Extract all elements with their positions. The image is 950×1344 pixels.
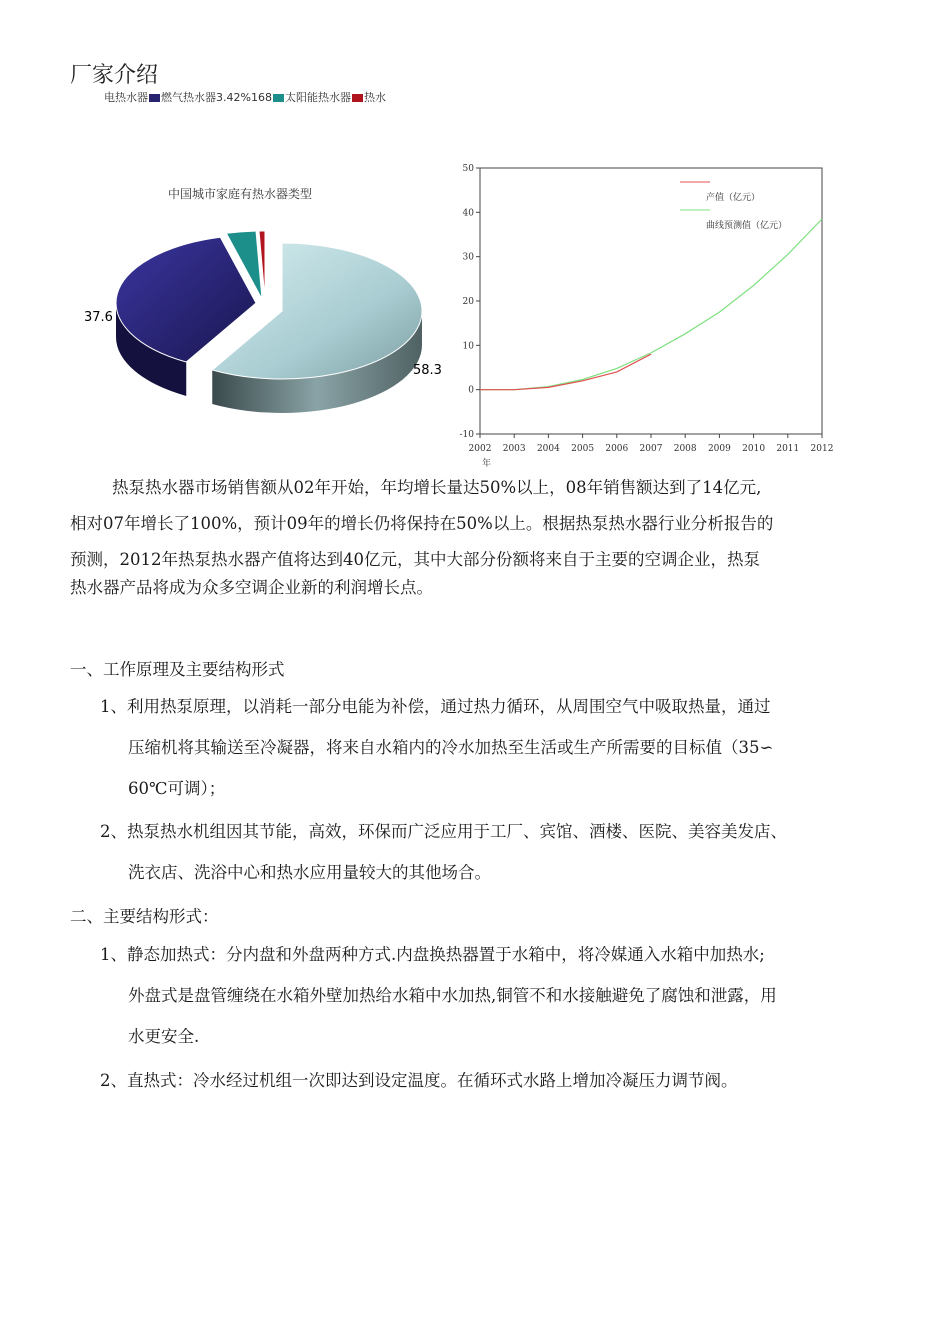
line-series-1 [480, 219, 822, 390]
legend-swatch-gas [149, 94, 160, 102]
y-tick-label: 40 [462, 208, 474, 219]
principle-item-2 [100, 811, 890, 893]
item-line: 2、热泵热水机组因其节能，高效，环保而广泛应用于工厂、宾馆、酒楼、医院、美容美发店、 [100, 822, 787, 841]
y-tick-label: 50 [462, 164, 474, 174]
y-tick-label: -10 [459, 430, 474, 440]
legend-item-solar: 太阳能热水器 [284, 91, 351, 104]
intro-line: 预测，2012年热泵热水器产值将达到40亿元，其中大部分份额将来自于主要的空调企业，热泵 [70, 550, 760, 569]
y-tick-label: 30 [462, 252, 474, 263]
x-tick-label: 2011 [776, 444, 800, 454]
legend-item-hot: 热水 [363, 91, 386, 104]
x-tick-label: 2005 [571, 444, 595, 454]
section-heading-structure: 二、主要结构形式： [70, 907, 219, 926]
x-tick-label: 2010 [742, 444, 766, 454]
y-tick-label: 10 [462, 341, 474, 352]
intro-line: 热水器产品将成为众多空调企业新的利润增长点。 [70, 578, 433, 597]
legend-item-electric: 电热水器 [104, 91, 148, 104]
page-title: 厂家介绍 [70, 63, 159, 88]
item-line: 洗衣店、洗浴中心和热水应用量较大的其他场合。 [128, 863, 491, 882]
section-heading-principle: 一、工作原理及主要结构形式 [70, 660, 285, 679]
x-tick-label: 2004 [536, 444, 560, 454]
item-line: 1、静态加热式：分内盘和外盘两种方式.内盘换热器置于水箱中，将冷媒通入水箱中加热水; [100, 945, 765, 964]
x-tick-label: 2009 [707, 444, 731, 454]
pie-chart [80, 180, 442, 420]
legend-swatch-hot [352, 94, 363, 102]
pie-legend-strip [104, 92, 394, 104]
line-chart-legend [680, 182, 787, 231]
line-chart [448, 160, 838, 469]
pie-chart-title: 中国城市家庭有热水器类型 [168, 187, 313, 201]
intro-line: 相对07年增长了100%，预计09年的增长仍将保持在50%以上。根据热泵热水器行业分析报告的 [70, 514, 774, 533]
x-tick-label: 2008 [673, 444, 697, 454]
y-tick-label: 0 [468, 385, 474, 396]
item-line: 1、利用热泵原理，以消耗一部分电能为补偿，通过热力循环，从周围空气中吸取热量，通过 [100, 697, 771, 716]
legend-overlay-percent: 3.42% [216, 91, 251, 104]
intro-line: 热泵热水器市场销售额从02年开始，年均增长量达50%以上，08年销售额达到了14亿元, [112, 478, 762, 497]
line-chart-xlabel: 年 [482, 459, 492, 469]
item-line: 外盘式是盘管缠绕在水箱外壁加热给水箱中水加热,铜管不和水接触避免了腐蚀和泄露，用 [128, 986, 777, 1005]
pie-label-gas: 37.6 [84, 310, 113, 325]
x-tick-label: 2012 [810, 444, 834, 454]
legend-item-gas: 燃气热水器 [161, 91, 216, 104]
x-tick-label: 2006 [605, 444, 629, 454]
item-line: 水更安全. [128, 1027, 200, 1046]
line-chart-frame [480, 168, 822, 434]
line-series-0 [480, 354, 651, 390]
legend-swatch-solar [273, 94, 284, 102]
x-tick-label: 2002 [468, 444, 492, 454]
structure-item-1 [100, 934, 890, 1057]
pie-label-electric: 58.3 [413, 363, 442, 378]
y-tick-label: 20 [462, 297, 474, 307]
x-tick-label: 2007 [639, 444, 663, 454]
item-line: 60℃可调）； [128, 779, 226, 798]
principle-item-1 [100, 686, 890, 809]
intro-paragraph [70, 470, 880, 602]
legend-overlay-tail: 168 [250, 91, 272, 104]
legend-label-forecast: 曲线预测值（亿元） [706, 221, 788, 231]
legend-label-output: 产值（亿元） [706, 193, 761, 203]
structure-item-2 [100, 1060, 890, 1101]
item-line: 压缩机将其输送至冷凝器，将来自水箱内的冷水加热至生活或生产所需要的目标值（35∽ [128, 738, 774, 757]
item-line: 2、直热式：冷水经过机组一次即达到设定温度。在循环式水路上增加冷凝压力调节阀。 [100, 1071, 738, 1090]
x-tick-label: 2003 [502, 444, 526, 454]
